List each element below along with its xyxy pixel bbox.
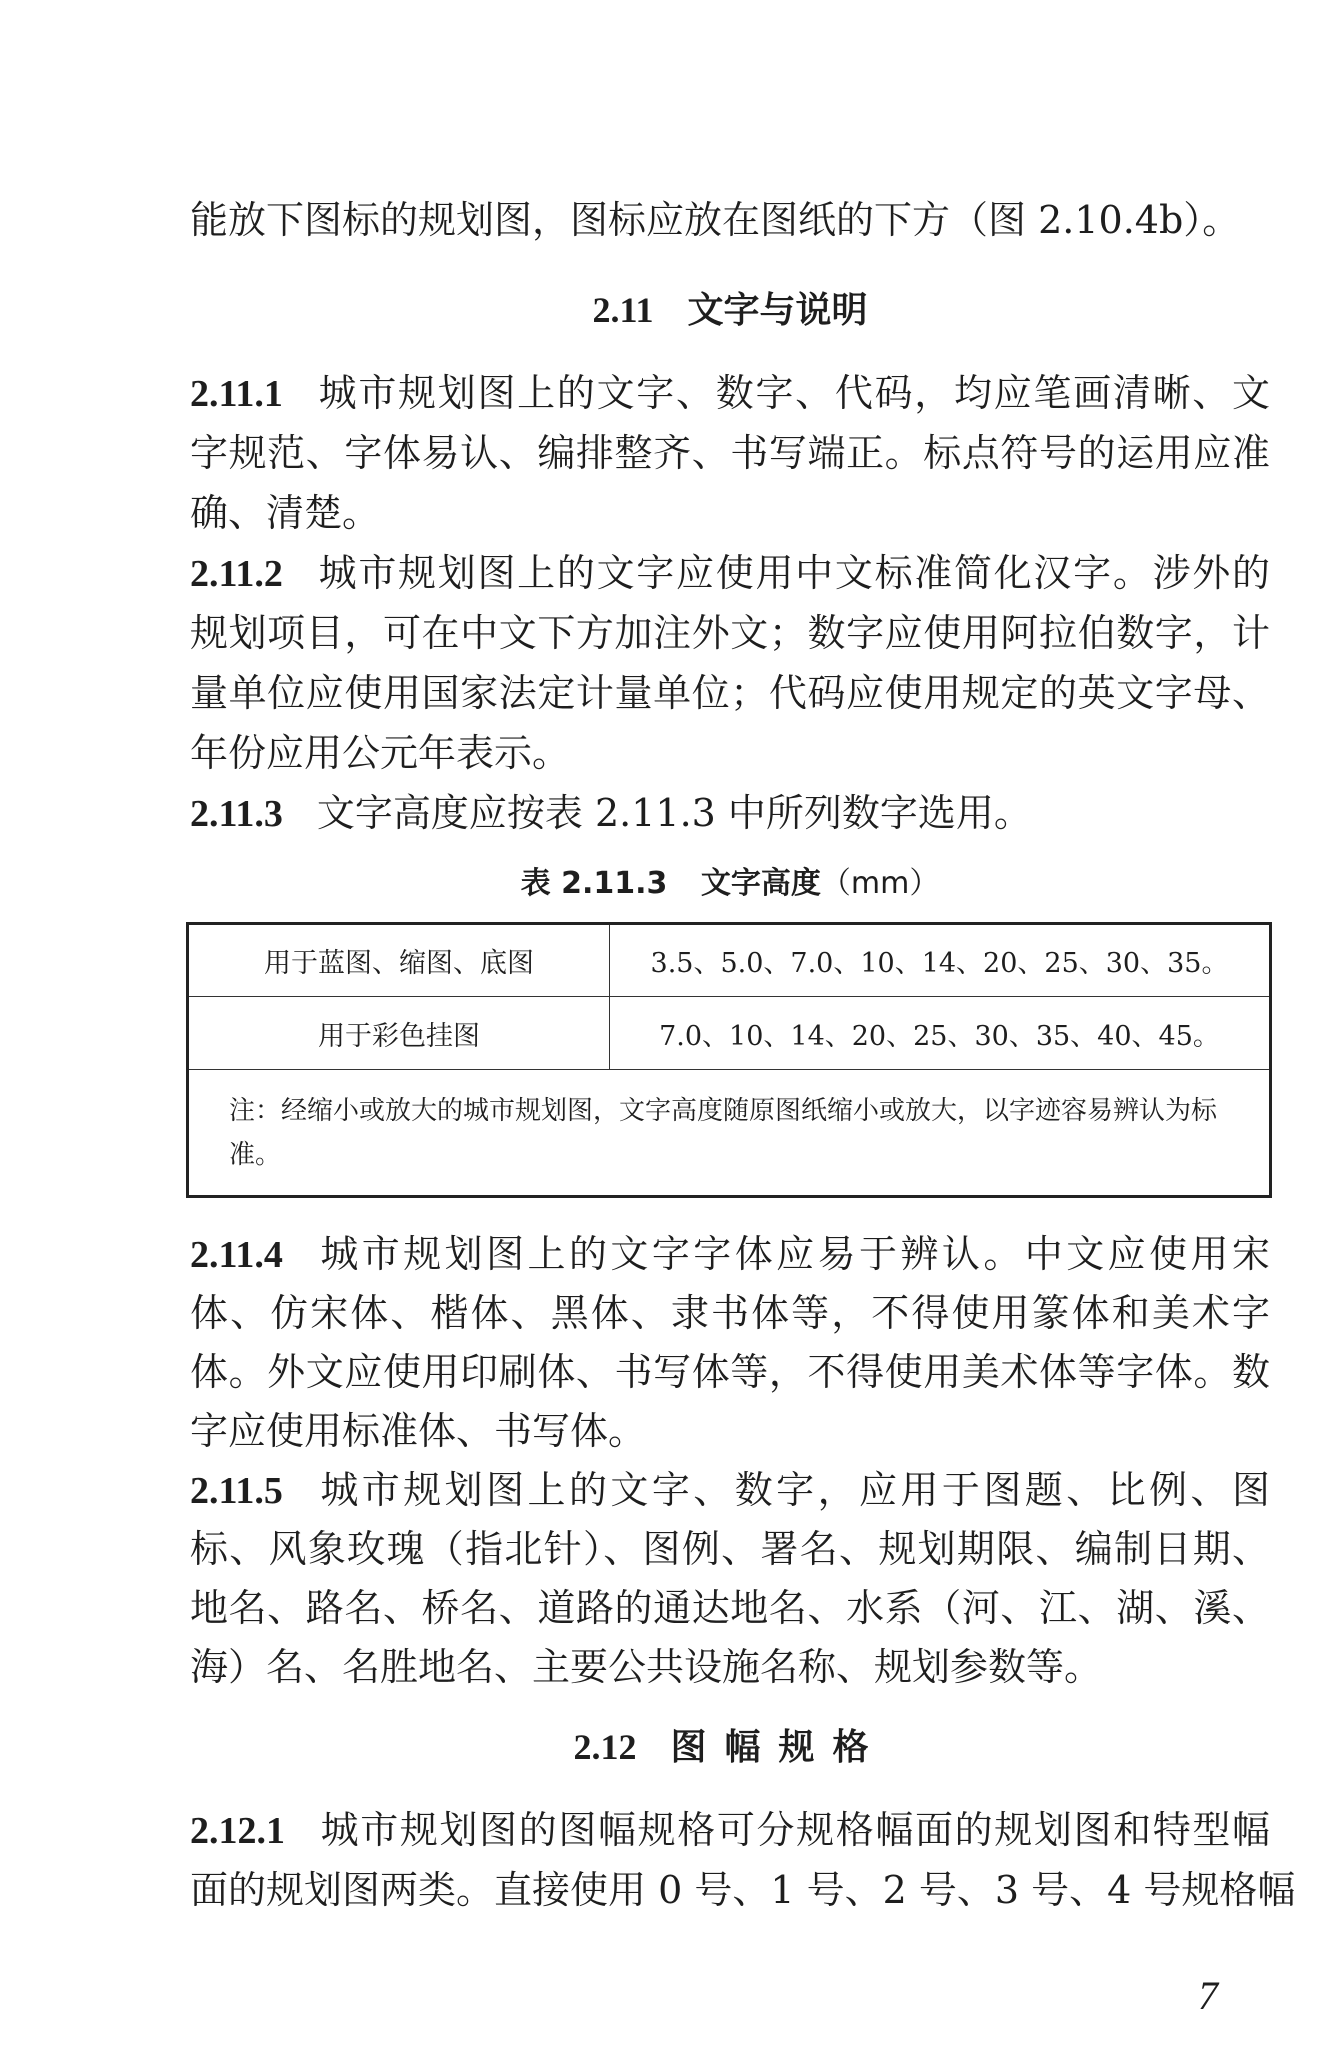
- clause-2-11-5-line-3: 地名、路名、桥名、道路的通达地名、水系（河、江、湖、溪、: [190, 1586, 1270, 1630]
- table-caption-unit: （mm）: [820, 866, 940, 901]
- clause-2-11-2-line-3: 量单位应使用国家法定计量单位；代码应使用规定的英文字母、: [190, 671, 1270, 715]
- section-title: 文字与说明: [687, 290, 868, 331]
- clause-2-11-1-line-3: 确、清楚。: [190, 491, 381, 535]
- table-caption-title: 文字高度: [700, 866, 821, 901]
- clause-text: 文字高度应按表 2.11.3 中所列数字选用。: [316, 791, 1032, 835]
- table-caption-label: 表 2.11.3: [520, 866, 668, 901]
- clause-2-11-5-line-1: [190, 1460, 1270, 1521]
- clause-2-12-1-line-1: [190, 1800, 1270, 1861]
- table-row: [188, 997, 1271, 1070]
- table-cell-heights: 7.0、10、14、20、25、30、35、40、45。: [610, 997, 1271, 1070]
- clause-2-11-5-line-2: 标、风象玫瑰（指北针）、图例、署名、规划期限、编制日期、: [190, 1527, 1270, 1571]
- clause-number: 2.11.5: [190, 1470, 283, 1512]
- clause-2-11-5-line-4: 海）名、名胜地名、主要公共设施名称、规划参数等。: [190, 1645, 1103, 1689]
- section-heading-2-12: [190, 1722, 1270, 1773]
- text-height-table: [186, 922, 1272, 1198]
- table-note-row: [188, 1070, 1271, 1197]
- clause-text: 城市规划图上的文字、数字，应用于图题、比例、图: [316, 1468, 1270, 1512]
- clause-number: 2.11.1: [190, 373, 283, 415]
- clause-2-11-4-line-1: [190, 1224, 1270, 1285]
- clause-2-11-2-line-2: 规划项目，可在中文下方加注外文；数字应使用阿拉伯数字，计: [190, 611, 1270, 655]
- clause-text: 城市规划图上的文字字体应易于辨认。中文应使用宋: [316, 1232, 1270, 1276]
- table-note: 注：经缩小或放大的城市规划图，文字高度随原图纸缩小或放大，以字迹容易辨认为标准。: [188, 1070, 1271, 1197]
- clause-2-11-2-line-1: [190, 543, 1270, 604]
- clause-2-11-3-line-1: [190, 783, 1270, 844]
- clause-2-11-4-line-3: 体。外文应使用印刷体、书写体等，不得使用美术体等字体。数: [190, 1350, 1270, 1394]
- section-number: 2.11: [592, 290, 654, 330]
- clause-number: 2.12.1: [190, 1810, 285, 1852]
- table-row: [188, 924, 1271, 997]
- clause-2-11-1-line-2: 字规范、字体易认、编排整齐、书写端正。标点符号的运用应准: [190, 431, 1270, 475]
- clause-number: 2.11.4: [190, 1234, 283, 1276]
- section-number: 2.12: [573, 1727, 637, 1767]
- page-number: 7: [1198, 1973, 1218, 2018]
- section-heading-2-11: [190, 285, 1270, 336]
- clause-text: 城市规划图上的文字应使用中文标准简化汉字。涉外的: [316, 551, 1270, 595]
- clause-number: 2.11.3: [190, 793, 283, 835]
- clause-2-11-1-line-1: [190, 363, 1270, 424]
- clause-text: 城市规划图的图幅规格可分规格幅面的规划图和特型幅: [319, 1808, 1270, 1852]
- table-cell-heights: 3.5、5.0、7.0、10、14、20、25、30、35。: [610, 924, 1271, 997]
- clause-number: 2.11.2: [190, 553, 283, 595]
- section-title: 图幅规格: [670, 1727, 887, 1768]
- clause-2-12-1-line-2: 面的规划图两类。直接使用 0 号、1 号、2 号、3 号、4 号规格幅: [190, 1868, 1296, 1912]
- clause-2-11-4-line-2: 体、仿宋体、楷体、黑体、隶书体等，不得使用篆体和美术字: [190, 1291, 1270, 1335]
- intro-line: 能放下图标的规划图，图标应放在图纸的下方（图 2.10.4b）。: [190, 198, 1241, 242]
- clause-2-11-2-line-4: 年份应用公元年表示。: [190, 731, 571, 775]
- table-caption: [190, 862, 1270, 906]
- clause-2-11-4-line-4: 字应使用标准体、书写体。: [190, 1409, 647, 1453]
- table-cell-use: 用于彩色挂图: [188, 997, 610, 1070]
- clause-text: 城市规划图上的文字、数字、代码，均应笔画清晰、文: [316, 371, 1270, 415]
- table-cell-use: 用于蓝图、缩图、底图: [188, 924, 610, 997]
